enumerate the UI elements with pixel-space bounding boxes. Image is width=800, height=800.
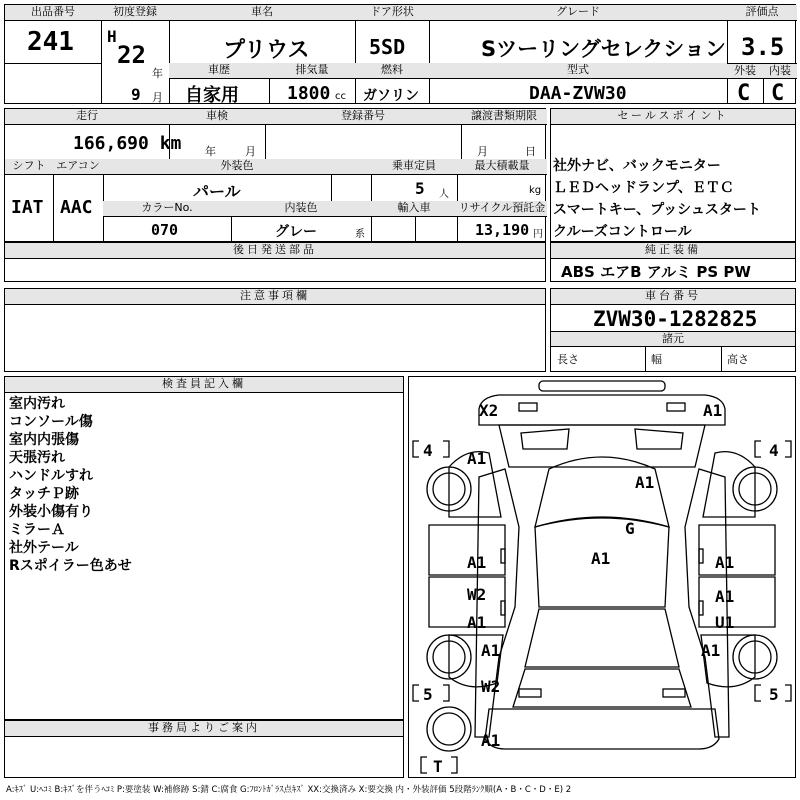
sales-point-label: セールスポイント bbox=[551, 109, 795, 125]
notes-label: 注意事項欄 bbox=[5, 289, 545, 305]
office-block bbox=[4, 720, 404, 778]
tire-rear-right: 5 bbox=[769, 685, 779, 704]
reg-month-unit: 月 bbox=[152, 91, 163, 104]
damage-mark: A1 bbox=[481, 641, 501, 660]
inspector-line: ハンドルすれ bbox=[9, 468, 93, 484]
recycle: 13,190 bbox=[475, 221, 530, 239]
history-label: 車歴 bbox=[169, 63, 269, 79]
color-no-label: カラーNo. bbox=[103, 201, 231, 217]
damage-mark: A1 bbox=[591, 549, 611, 568]
load-label: 最大積載量 bbox=[457, 159, 547, 175]
int-color-label: 内装色 bbox=[231, 201, 371, 217]
inspector-line: 室内汚れ bbox=[9, 396, 65, 412]
int-color: グレー bbox=[275, 224, 317, 240]
recycle-label: リサイクル預託金 bbox=[457, 201, 547, 217]
equipment-block bbox=[550, 242, 796, 282]
shift-label: シフト bbox=[5, 159, 53, 175]
reg-label: 初度登録 bbox=[101, 5, 169, 21]
sales-line: 社外ナビ、バックモニター bbox=[553, 158, 721, 174]
damage-mark: U1 bbox=[715, 613, 735, 632]
fuel: ガソリン bbox=[363, 88, 419, 104]
damage-mark: W2 bbox=[467, 585, 487, 604]
header-block bbox=[4, 4, 796, 104]
damage-mark: A1 bbox=[701, 641, 721, 660]
disp: 1800 bbox=[287, 83, 331, 104]
score-label: 評価点 bbox=[727, 5, 797, 21]
width-label: 幅 bbox=[651, 353, 662, 366]
ac: AAC bbox=[60, 197, 93, 218]
later-parts-label: 後日発送部品 bbox=[5, 243, 545, 259]
chassis-number: ZVW30-1282825 bbox=[593, 307, 758, 331]
car-name: プリウス bbox=[223, 38, 310, 63]
damage-mark: A1 bbox=[467, 613, 487, 632]
legend: A:ｷｽﾞ U:ﾍｺﾐ B:ｷｽﾞを伴うﾍｺﾐ P:要塗装 W:補修跡 S:錆 C:腐食 G:ﾌﾛﾝﾄｶﾞﾗｽ点ｷｽﾞ XX:交換済み X:要交換 内・外装評価 5段階ﾗﾝｸ順(A・B・C・D・E) 2 bbox=[6, 785, 572, 795]
sales-line: クルーズコントロール bbox=[553, 224, 692, 240]
color-no: 070 bbox=[151, 221, 179, 239]
sales-point-lines bbox=[553, 155, 761, 243]
grade: Sツーリングセレクション bbox=[481, 37, 726, 61]
disp-unit: cc bbox=[335, 91, 346, 102]
reg-era: H bbox=[107, 27, 117, 46]
model: DAA-ZVW30 bbox=[529, 83, 627, 104]
transfer-label: 譲渡書類期限 bbox=[461, 109, 547, 125]
model-label: 型式 bbox=[429, 63, 727, 79]
damage-mark: A1 bbox=[715, 587, 735, 606]
mileage-label: 走行 bbox=[5, 109, 169, 125]
disp-label: 排気量 bbox=[269, 63, 355, 79]
tire-front-left: 4 bbox=[423, 441, 433, 460]
grade-label: グレード bbox=[429, 5, 727, 21]
office-label: 事務局よりご案内 bbox=[5, 721, 403, 737]
plate-label: 登録番号 bbox=[265, 109, 461, 125]
damage-mark: A1 bbox=[715, 553, 735, 572]
chassis-label: 車台番号 bbox=[551, 289, 795, 305]
equipment-text: ABS エアB アルミ PS PW bbox=[561, 263, 751, 281]
damage-mark: A1 bbox=[467, 449, 487, 468]
inspector-line: 室内内張傷 bbox=[9, 432, 79, 448]
inspector-line: 外装小傷有り bbox=[9, 504, 93, 520]
capacity-label: 乗車定員 bbox=[371, 159, 457, 175]
inspection-label: 車検 bbox=[169, 109, 265, 125]
ext-score: C bbox=[737, 81, 751, 106]
int-color-unit: 系 bbox=[355, 229, 365, 240]
transfer-day-unit: 日 bbox=[525, 145, 536, 158]
load-unit: kg bbox=[529, 185, 542, 196]
reg-month: 9 bbox=[131, 85, 141, 104]
damage-mark: A1 bbox=[703, 401, 723, 420]
int-score: C bbox=[771, 81, 785, 106]
dims-label: 諸元 bbox=[551, 331, 795, 347]
later-parts-block bbox=[4, 242, 546, 282]
car-name-label: 車名 bbox=[169, 5, 355, 21]
door: 5SD bbox=[369, 35, 406, 59]
damage-mark: A1 bbox=[467, 553, 487, 572]
ac-label: エアコン bbox=[53, 159, 103, 175]
mileage: 166,690 km bbox=[73, 133, 182, 154]
inspector-line: タッチＰ跡 bbox=[9, 486, 79, 502]
sales-line: スマートキー、プッシュスタート bbox=[553, 202, 761, 218]
capacity: 5 bbox=[415, 179, 425, 198]
height-label: 高さ bbox=[727, 353, 749, 366]
inspector-line: 社外テール bbox=[9, 540, 79, 556]
insp-month-unit: 月 bbox=[245, 145, 256, 158]
sales-point-block bbox=[550, 108, 796, 242]
int-label: 内装 bbox=[763, 63, 797, 79]
length-label: 長さ bbox=[557, 353, 579, 366]
score: 3.5 bbox=[741, 33, 785, 61]
ext-label: 外装 bbox=[727, 63, 763, 79]
damage-mark: W2 bbox=[481, 677, 501, 696]
notes-block bbox=[4, 288, 546, 372]
damage-mark: X2 bbox=[479, 401, 499, 420]
inspector-line: Rスポイラー色あせ bbox=[9, 558, 132, 574]
transfer-month-unit: 月 bbox=[477, 145, 488, 158]
chassis-block bbox=[550, 288, 796, 372]
shift: IAT bbox=[11, 197, 44, 218]
reg-year-unit: 年 bbox=[152, 67, 163, 80]
inspector-lines bbox=[9, 395, 132, 575]
insp-year-unit: 年 bbox=[205, 145, 216, 158]
color: パール bbox=[193, 182, 241, 201]
inspector-line: 天張汚れ bbox=[9, 450, 65, 466]
sales-line: ＬＥＤヘッドランプ、ＥＴＣ bbox=[553, 180, 734, 196]
fuel-label: 燃料 bbox=[355, 63, 429, 79]
damage-diagram bbox=[408, 376, 796, 778]
damage-mark: A1 bbox=[481, 731, 501, 750]
lot-no: 241 bbox=[27, 27, 74, 57]
car-outline bbox=[409, 377, 795, 777]
color-label: 外装色 bbox=[103, 159, 371, 175]
inspector-line: コンソール傷 bbox=[9, 414, 93, 430]
inspector-line: ミラーＡ bbox=[9, 522, 65, 538]
door-label: ドア形状 bbox=[355, 5, 429, 21]
inspector-block bbox=[4, 376, 404, 720]
reg-year: 22 bbox=[117, 41, 146, 69]
damage-mark: A1 bbox=[635, 473, 655, 492]
history: 自家用 bbox=[185, 85, 239, 106]
spec-block bbox=[4, 108, 546, 242]
lot-no-label: 出品番号 bbox=[5, 5, 101, 21]
inspector-label: 検査員記入欄 bbox=[5, 377, 403, 393]
recycle-unit: 円 bbox=[533, 229, 543, 240]
damage-mark: G bbox=[625, 519, 635, 538]
import-label: 輸入車 bbox=[371, 201, 457, 217]
tire-front-right: 4 bbox=[769, 441, 779, 460]
capacity-unit: 人 bbox=[439, 189, 449, 200]
equipment-label: 純正装備 bbox=[551, 243, 795, 259]
tire-rear-left: 5 bbox=[423, 685, 433, 704]
tire-spare: T bbox=[433, 757, 443, 776]
